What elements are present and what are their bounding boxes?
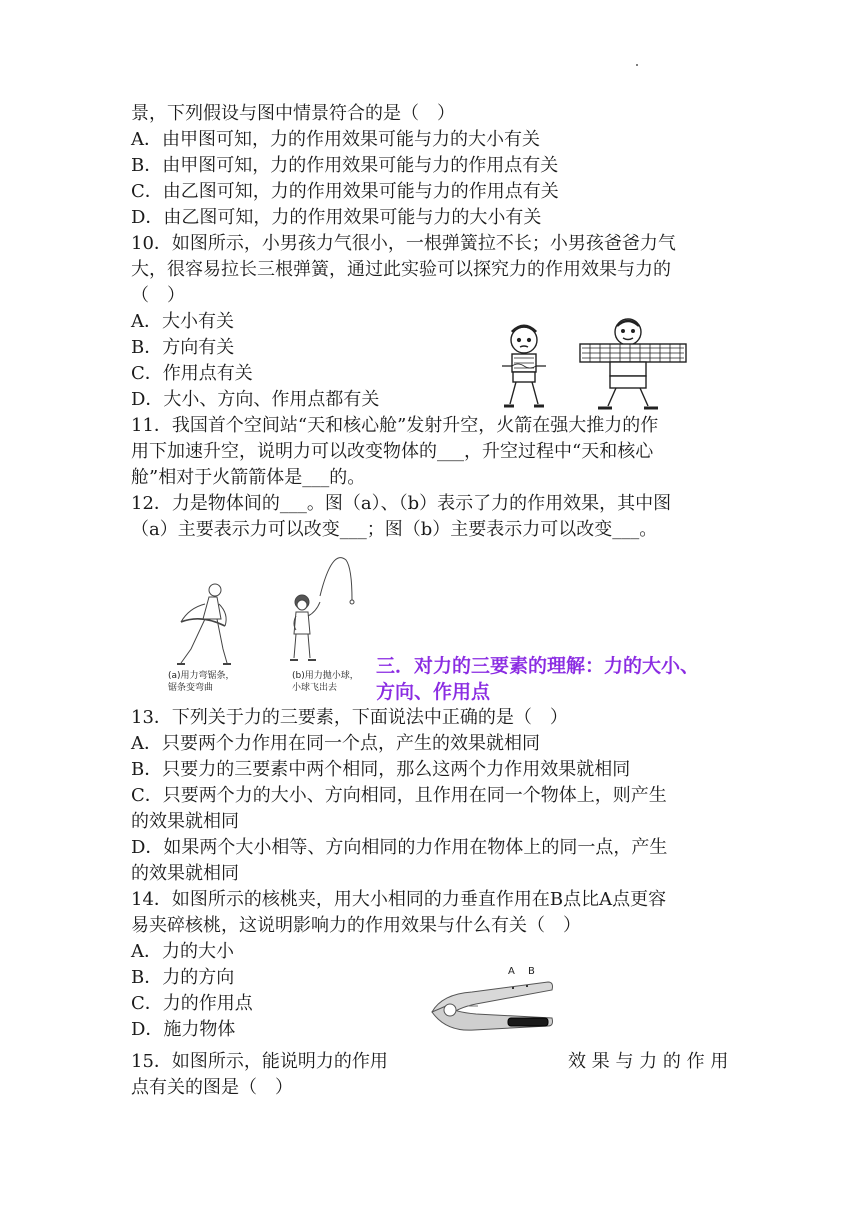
q13-option-c-line1: C．只要两个力的大小、方向相同，且作用在同一个物体上，则产生 (131, 785, 667, 806)
q10-option-c: C．作用点有关 (131, 363, 253, 384)
q13-option-d-line2: 的效果就相同 (131, 863, 239, 884)
figure-a-caption-line2: 锯条变弯曲 (168, 683, 214, 693)
spring-figure (498, 318, 710, 413)
section-heading-line1: 三．对力的三要素的理解：力的大小、 (376, 655, 700, 677)
q14-stem-line2: 易夹碎核桃，这说明影响力的作用效果与什么有关（ ） (131, 915, 581, 936)
nutcracker-figure (424, 978, 554, 1040)
q13-option-c-line2: 的效果就相同 (131, 811, 239, 832)
figure-b-throwing-ball (284, 556, 368, 664)
boy-figure (502, 326, 546, 406)
q12-stem-line1: 12．力是物体间的___。图（a）、（b）表示了力的作用效果，其中图 (131, 493, 672, 514)
q10-stem-line2: 大，很容易拉长三根弹簧，通过此实验可以探究力的作用效果与力的 (131, 259, 671, 280)
q15-stem-part1: 15．如图所示，能说明力的作用 (131, 1051, 388, 1072)
figure-b-caption-line2: 小球飞出去 (292, 683, 338, 693)
q10-stem-line3: （ ） (131, 285, 185, 306)
q10-stem-line1: 10．如图所示，小男孩力气很小，一根弹簧拉不长；小男孩爸爸力气 (131, 233, 676, 254)
father-figure (580, 319, 686, 408)
q9-option-a: A．由甲图可知，力的作用效果可能与力的大小有关 (131, 129, 540, 150)
nutcracker-label-b: B (528, 966, 535, 977)
q14-option-d: D．施力物体 (131, 1019, 236, 1040)
figure-b-caption-line1: (b)用力抛小球， (292, 671, 359, 681)
q13-option-b: B．只要力的三要素中两个相同，那么这两个力作用效果就相同 (131, 759, 631, 780)
q11-stem-line2: 用下加速升空，说明力可以改变物体的___，升空过程中“天和核心 (131, 441, 654, 462)
q14-option-c: C．力的作用点 (131, 993, 253, 1014)
q13-option-a: A．只要两个力作用在同一个点，产生的效果就相同 (131, 733, 540, 754)
q10-option-a: A．大小有关 (131, 311, 234, 332)
header-dot (636, 64, 638, 66)
q9-option-d: D．由乙图可知，力的作用效果可能与力的大小有关 (131, 207, 542, 228)
q9-option-c: C．由乙图可知，力的作用效果可能与力的作用点有关 (131, 181, 559, 202)
figure-a-caption-line1: (a)用力弯锯条， (168, 671, 235, 681)
q11-stem-line3: 舱”相对于火箭箭体是___的。 (131, 467, 366, 488)
q9-stem-tail: 景，下列假设与图中情景符合的是（ ） (131, 103, 455, 124)
nutcracker-label-a: A (508, 966, 515, 977)
q14-option-b: B．力的方向 (131, 967, 235, 988)
q12-stem-line2: （a）主要表示力可以改变___；图（b）主要表示力可以改变___。 (131, 519, 658, 540)
q11-stem-line1: 11．我国首个空间站“天和核心舱”发射升空，火箭在强大推力的作 (131, 415, 659, 436)
q14-stem-line1: 14．如图所示的核桃夹，用大小相同的力垂直作用在B点比A点更容 (131, 889, 667, 910)
q13-option-d-line1: D．如果两个大小相等、方向相同的力作用在物体上的同一点，产生 (131, 837, 668, 858)
figure-a-bending-saw (163, 580, 243, 668)
q10-option-b: B．方向有关 (131, 337, 235, 358)
q14-option-a: A．力的大小 (131, 941, 234, 962)
q13-stem: 13．下列关于力的三要素，下面说法中正确的是（ ） (131, 707, 568, 728)
q10-option-d: D．大小、方向、作用点都有关 (131, 389, 380, 410)
section-heading-line2: 方向、作用点 (376, 681, 491, 703)
q15-stem-line2: 点有关的图是（ ） (131, 1077, 293, 1098)
q15-stem-part2: 效 果 与 力 的 作 用 (568, 1051, 729, 1072)
q9-option-b: B．由甲图可知，力的作用效果可能与力的作用点有关 (131, 155, 559, 176)
